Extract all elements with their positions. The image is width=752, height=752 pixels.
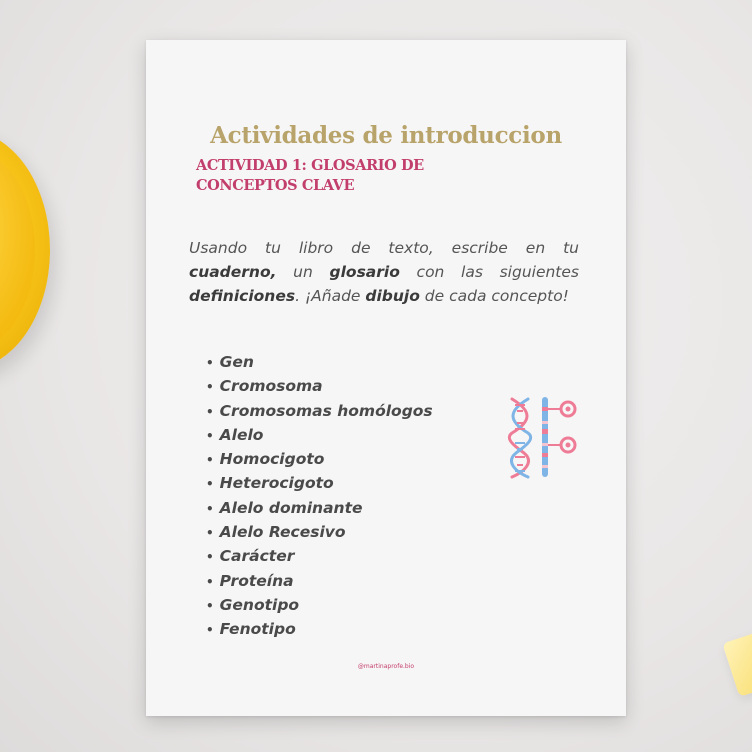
concept-item xyxy=(206,375,433,399)
concept-label: Gen xyxy=(219,353,254,371)
bullet: • xyxy=(206,380,214,395)
concept-item xyxy=(206,472,433,496)
concept-item xyxy=(206,594,433,618)
bullet: • xyxy=(206,453,214,468)
bullet: • xyxy=(206,574,214,589)
bullet: • xyxy=(206,404,214,419)
bullet: • xyxy=(206,526,214,541)
bullet: • xyxy=(206,623,214,638)
concept-item xyxy=(206,570,433,594)
bullet: • xyxy=(206,356,214,370)
concept-label: Fenotipo xyxy=(219,620,296,639)
concept-label: Cromosoma xyxy=(219,377,323,396)
instr-text-5: de cada concepto! xyxy=(419,287,569,305)
concept-label: Alelo dominante xyxy=(219,498,363,517)
instr-bold-2: glosario xyxy=(329,263,400,281)
concept-item xyxy=(206,618,433,642)
instr-text-1: Usando tu libro de texto, escribe en tu xyxy=(189,239,579,257)
bullet: • xyxy=(206,477,214,492)
concept-item xyxy=(206,521,433,545)
concept-label: Homocigoto xyxy=(219,450,325,469)
instr-bold-3: definiciones xyxy=(189,287,296,305)
concept-item xyxy=(206,545,433,569)
footer-credit: @martinaprofe.bio xyxy=(357,663,415,670)
bullet: • xyxy=(206,550,214,565)
page-title: Actividades de introduccion xyxy=(210,122,562,149)
instr-text-4: . ¡Añade xyxy=(295,287,366,305)
yellow-block-decoration xyxy=(722,631,752,697)
bullet: • xyxy=(206,501,214,516)
concept-item xyxy=(206,497,433,521)
concept-label: Alelo Recesivo xyxy=(219,523,346,542)
activity-title: ACTIVIDAD 1: GLOSARIO DE CONCEPTOS CLAVE xyxy=(196,157,424,194)
concept-item xyxy=(206,400,433,424)
instr-text-2: un xyxy=(276,263,330,281)
concept-label: Heterocigoto xyxy=(219,474,334,493)
instr-bold-1: cuaderno, xyxy=(189,263,277,281)
bullet: • xyxy=(206,428,214,443)
instructions-paragraph xyxy=(189,236,579,308)
concept-item xyxy=(206,351,433,375)
concept-item xyxy=(206,424,433,448)
concept-item xyxy=(206,448,433,472)
worksheet-page xyxy=(146,40,626,716)
instr-text-3: con las siguientes xyxy=(399,263,579,281)
concept-label: Proteína xyxy=(219,571,294,590)
bullet: • xyxy=(206,598,214,613)
concept-label: Genotipo xyxy=(219,595,300,614)
dna-chromosome-icon xyxy=(506,395,586,480)
concept-list xyxy=(206,351,433,643)
concept-label: Cromosomas homólogos xyxy=(219,401,433,420)
concept-label: Alelo xyxy=(219,425,264,444)
instr-bold-4: dibujo xyxy=(365,287,420,305)
concept-label: Carácter xyxy=(219,547,295,566)
